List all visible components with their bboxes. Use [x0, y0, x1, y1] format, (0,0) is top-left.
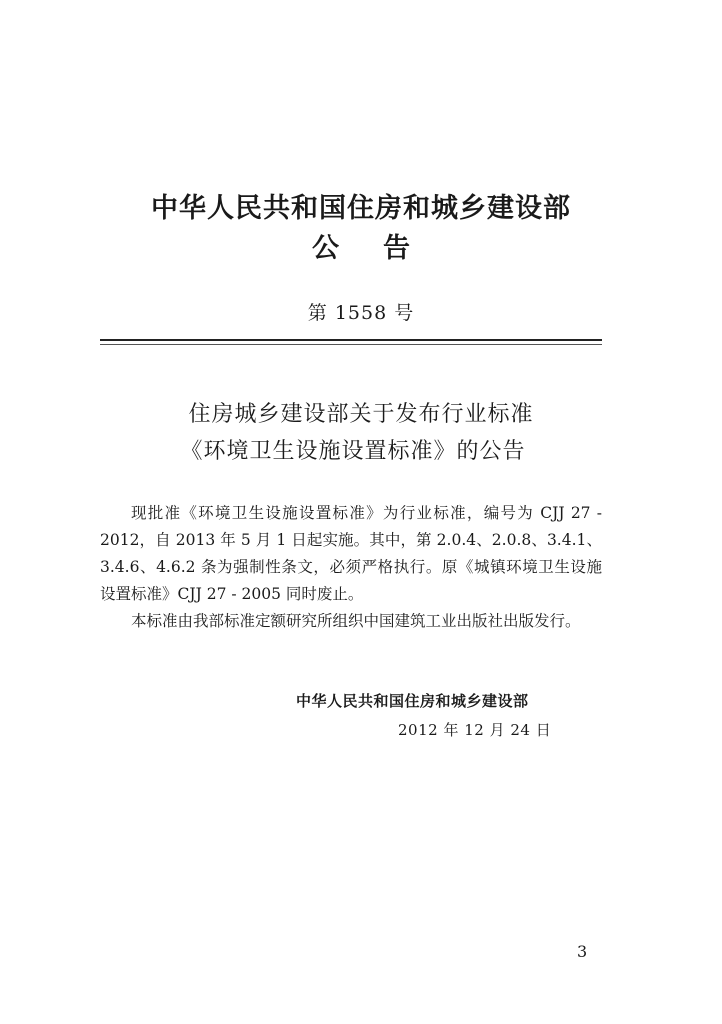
signing-date: 2012 年 12 月 24 日	[398, 721, 552, 739]
header-divider	[100, 339, 602, 341]
notice-title-line-2: 《环境卫生设施设置标准》的公告	[180, 439, 526, 464]
header-divider-thin	[100, 344, 602, 345]
signing-organization: 中华人民共和国住房和城乡建设部	[296, 692, 529, 710]
notice-title-line-1: 住房城乡建设部关于发布行业标准	[188, 402, 534, 427]
announcement-number: 第 1558 号	[307, 302, 415, 324]
document-type-heading: 公告	[312, 233, 454, 264]
page-number: 3	[577, 942, 588, 961]
notice-body	[100, 500, 602, 635]
ministry-title: 中华人民共和国住房和城乡建设部	[151, 193, 571, 224]
body-paragraph-publishing: 本标准由我部标准定额研究所组织中国建筑工业出版社出版发行。	[131, 612, 581, 630]
body-paragraph-approval: 现批准《环境卫生设施设置标准》为行业标准，编号为 CJJ 27 - 2012，自 2013 年 5 月 1 日起实施。其中，第 2.0.4、2.0.8、3.4.1、3.4.6、4.6.2 条为强制性条文，必须严格执行。原《城镇环境卫生设施设置标准》CJJ 27 - 2005 同时废止。	[100, 504, 602, 603]
